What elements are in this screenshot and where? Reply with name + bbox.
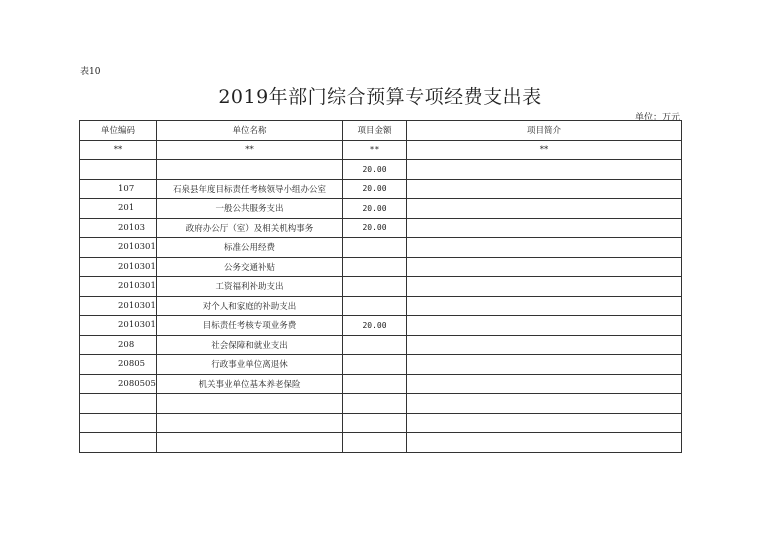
cell-project-amount bbox=[343, 355, 407, 375]
budget-table bbox=[79, 120, 682, 453]
cell-unit-name: 行政事业单位离退休 bbox=[157, 355, 343, 375]
table-row bbox=[80, 238, 682, 258]
table-row bbox=[80, 257, 682, 277]
cell-unit-code bbox=[80, 433, 157, 453]
header-unit-code: 单位编码 bbox=[80, 121, 157, 141]
table-row bbox=[80, 433, 682, 453]
cell-project-amount bbox=[343, 296, 407, 316]
cell-project-description bbox=[407, 277, 682, 297]
cell-unit-name: 对个人和家庭的补助支出 bbox=[157, 296, 343, 316]
cell-unit-code bbox=[80, 413, 157, 433]
cell-unit-name bbox=[157, 433, 343, 453]
header-project-amount: 项目金额 bbox=[343, 121, 407, 141]
cell-project-description bbox=[407, 374, 682, 394]
cell-unit-name bbox=[157, 413, 343, 433]
cell-project-amount: ** bbox=[343, 140, 407, 160]
cell-unit-name: ** bbox=[157, 140, 343, 160]
header-unit-name: 单位名称 bbox=[157, 121, 343, 141]
cell-unit-name: 公务交通补贴 bbox=[157, 257, 343, 277]
cell-unit-name: 政府办公厅（室）及相关机构事务 bbox=[157, 218, 343, 238]
cell-project-amount bbox=[343, 433, 407, 453]
table-row bbox=[80, 277, 682, 297]
cell-unit-code: 201 bbox=[80, 199, 157, 219]
table-row bbox=[80, 218, 682, 238]
cell-project-amount bbox=[343, 277, 407, 297]
table-row bbox=[80, 199, 682, 219]
cell-unit-code: 2010301 bbox=[80, 316, 157, 336]
cell-unit-name: 目标责任考核专项业务费 bbox=[157, 316, 343, 336]
cell-project-description bbox=[407, 218, 682, 238]
cell-unit-code: 2010301 bbox=[80, 238, 157, 258]
cell-unit-name: 工资福利补助支出 bbox=[157, 277, 343, 297]
cell-project-description bbox=[407, 179, 682, 199]
cell-project-amount: 20.00 bbox=[343, 179, 407, 199]
cell-unit-code: 2010301 bbox=[80, 277, 157, 297]
cell-project-description bbox=[407, 335, 682, 355]
table-row bbox=[80, 140, 682, 160]
table-number-label: 表10 bbox=[80, 67, 101, 77]
table-row bbox=[80, 160, 682, 180]
cell-project-description bbox=[407, 413, 682, 433]
cell-project-description bbox=[407, 199, 682, 219]
cell-project-amount bbox=[343, 238, 407, 258]
cell-project-amount: 20.00 bbox=[343, 199, 407, 219]
cell-project-amount bbox=[343, 257, 407, 277]
page-title: 2019年部门综合预算专项经费支出表 bbox=[218, 86, 542, 108]
cell-project-amount: 20.00 bbox=[343, 218, 407, 238]
cell-unit-name: 机关事业单位基本养老保险 bbox=[157, 374, 343, 394]
cell-unit-code: 2080505 bbox=[80, 374, 157, 394]
cell-unit-name: 标准公用经费 bbox=[157, 238, 343, 258]
unit-label: 单位：万元 bbox=[634, 113, 680, 123]
table-row bbox=[80, 394, 682, 414]
cell-unit-code bbox=[80, 160, 157, 180]
header-row bbox=[80, 121, 682, 141]
cell-project-amount: 20.00 bbox=[343, 316, 407, 336]
cell-project-description bbox=[407, 160, 682, 180]
table-row bbox=[80, 179, 682, 199]
table-row bbox=[80, 374, 682, 394]
table-row bbox=[80, 296, 682, 316]
cell-project-description bbox=[407, 394, 682, 414]
cell-project-amount bbox=[343, 394, 407, 414]
cell-project-description: ** bbox=[407, 140, 682, 160]
cell-unit-code: 107 bbox=[80, 179, 157, 199]
cell-unit-name: 石泉县年度目标责任考核领导小组办公室 bbox=[157, 179, 343, 199]
table-row bbox=[80, 316, 682, 336]
table-row bbox=[80, 355, 682, 375]
cell-unit-name: 社会保障和就业支出 bbox=[157, 335, 343, 355]
cell-project-description bbox=[407, 355, 682, 375]
cell-unit-code: 20805 bbox=[80, 355, 157, 375]
table-row bbox=[80, 413, 682, 433]
table-row bbox=[80, 335, 682, 355]
cell-project-amount bbox=[343, 335, 407, 355]
cell-unit-code bbox=[80, 394, 157, 414]
cell-project-amount bbox=[343, 374, 407, 394]
cell-project-description bbox=[407, 238, 682, 258]
cell-unit-code: 2010301 bbox=[80, 296, 157, 316]
cell-project-description bbox=[407, 316, 682, 336]
cell-unit-code: 2010301 bbox=[80, 257, 157, 277]
cell-project-description bbox=[407, 257, 682, 277]
cell-unit-name bbox=[157, 394, 343, 414]
cell-unit-code: 208 bbox=[80, 335, 157, 355]
cell-unit-code: 20103 bbox=[80, 218, 157, 238]
cell-project-amount: 20.00 bbox=[343, 160, 407, 180]
header-project-description: 项目简介 bbox=[407, 121, 682, 141]
cell-project-description bbox=[407, 296, 682, 316]
cell-project-amount bbox=[343, 413, 407, 433]
cell-unit-name bbox=[157, 160, 343, 180]
cell-unit-code: ** bbox=[80, 140, 157, 160]
cell-project-description bbox=[407, 433, 682, 453]
cell-unit-name: 一般公共服务支出 bbox=[157, 199, 343, 219]
